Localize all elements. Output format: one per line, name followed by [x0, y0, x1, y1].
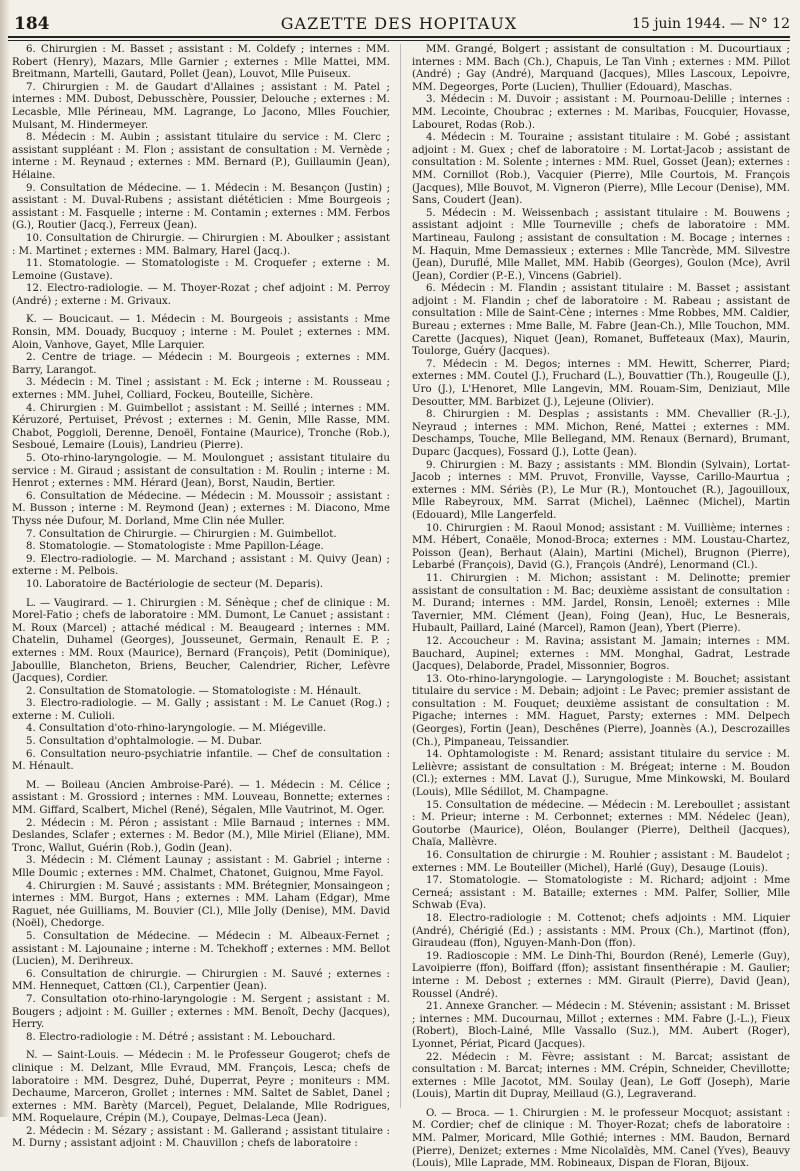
paragraph: 6. Consultation de chirurgie. — Chirurgien : M. Sauvé ; externes : MM. Hennequet, Cattœn (Cl.), Carpentier (Jean). [12, 968, 390, 993]
paragraph: 4. Consultation d'oto-rhino-laryngologie. — M. Miégeville. [26, 723, 327, 735]
paragraph: 9. Chirurgien : M. Bazy ; assistants : MM. Blondin (Sylvain), Lortat-Jacob ; internes : MM. Pruvot, Fronville, Vaysse, Carillo-Maurtua ; externes : MM. Sériès (P.), Le Mur (R.), Montouchet (R.), Jagouilloux, Mlle Rabeyroux, MM. Sarrat (Michel), Laënnec (Michel), Martin (Edouard), Mlle Langerfeld. [412, 459, 790, 521]
paragraph: 16. Consultation de chirurgie : M. Rouhier ; assistant : M. Baudelot ; externes : MM. Le Bouteiller (Michel), Harlé (Guy), Desauge (Louis). [412, 850, 790, 874]
paragraph: 7. Chirurgien : M. de Gaudart d'Allaines ; assistant : M. Patel ; internes : MM. Dubost, Debusschère, Poussier, Delouche ; externes : M. Lecasble, Mlle Périneau, MM. Lagrange, Lo Jacono, Mlles Fouchier, Mulsant, M. Hindermeyer. [12, 81, 390, 131]
paragraph: 14. Ophtamologiste : M. Renard; assistant titulaire du service : M. Lelièvre; assistant de consultation : M. Brégeat; interne : M. Boudon (Cl.); externes : MM. Lavat (J.), Surugue, Mme Minkowski, M. Boulard (Louis), Mlle Sédillot, M. Champagne. [412, 749, 790, 799]
paragraph: 10. Consultation de Chirurgie. — Chirurgien : M. Aboulker ; assistant : M. Martinet ; externes : MM. Balmary, Harel (Jacq.). [12, 232, 390, 257]
paragraph: 2. Consultation de Stomatologie. — Stomatologiste : M. Hénault. [26, 685, 362, 697]
paragraph: 13. Oto-rhino-laryngologie. — Laryngologiste : M. Bouchet; assistant titulaire du service : M. Debain; adjoint : Le Pavec; premier assistant de consultation : M. Fouquet; deuxième assistant de consultation : M. Pigache; internes : MM. Haguet, Parsty; externes : MM. Delpech (Georges), Fortin (Jean), Deschênes (Pierre), Joannès (A.), Descrozailles (Ch.), Pimpaneau, Teissandier. [412, 673, 790, 748]
paragraph: 4. Médecin : M. Touraine ; assistant titulaire : M. Gobé ; assistant adjoint : M. Guex ; chef de laboratoire : M. Lortat-Jacob ; assistant de consultation : M. Solente ; internes : MM. Ruel, Gosset (Jean); externes : MM. Cornillot (Rob.), Vacquier (Pierre), Mlle Courtois, M. François (Jacques), Mlle Bouvot, M. Vigneron (Pierre), Mlle Lecour (Denise), MM. Sans, Coudert (Jean). [412, 132, 790, 207]
page-binding-shadow [0, 0, 10, 1117]
paragraph: 5. Consultation d'ophtalmologie. — M. Dubar. [26, 736, 263, 748]
paragraph: 7. Consultation oto-rhino-laryngologie : M. Sergent ; assistant : M. Bougers ; adjoint : M. Guiller ; externes : MM. Benoît, Dechy (Jacques), Herry. [12, 993, 390, 1031]
paragraph: 11. Stomatologie. — Stomatologiste : M. Croquefer ; externe : M. Lemoine (Gustave). [12, 258, 390, 282]
paragraph: 6. Médecin : M. Flandin ; assistant titulaire : M. Basset ; assistant adjoint : M. Flandin ; chef de laboratoire : M. Rabeau ; assistant de consultation : Mlle de Saint-Cène ; internes : Mme Robbes, MM. Caldier, Bureau ; externes : Mme Balle, M. Fabre (Jean-Ch.), Mlle Touchon, MM. Carette (Jacques), Niquet (Jean), Romanet, Buffeteaux (Max), Maurin, Toulorge, Guéry (Jacques). [412, 283, 790, 358]
paragraph: 8. Médecin : M. Aubin ; assistant titulaire du service : M. Clerc ; assistant suppléant : M. Flon ; assistant de consultation : M. Vernède ; interne : M. Reynaud ; externes : MM. Bernard (P.), Guillaumin (Jean), Hélaine. [12, 132, 390, 181]
paragraph: 7. Médecin : M. Degos; internes : MM. Hewitt, Scherrer, Piard; externes : MM. Coutel (J.), Fruchard (L.), Bouvattier (Th.), Rougeulle (J.), Uro (J.), L'Henoret, Mlle Langevin, MM. Rouam-Sim, Deniziaut, Mlle Desoutter, MM. Barbizet (J.), Lejeune (Olivier). [412, 358, 790, 408]
journal-title: GAZETTE DES HOPITAUX [280, 14, 518, 33]
paragraph: 3. Electro-radiologie. — M. Gally ; assistant : M. Le Canuet (Rog.) ; externe : M. Culioli. [12, 698, 390, 722]
paragraph: 10. Laboratoire de Bactériologie de secteur (M. Deparis). [26, 578, 324, 590]
paragraph: 6. Chirurgien : M. Basset ; assistant : M. Coldefy ; internes : MM. Robert (Henry), Mazars, Mlle Garnier ; externes : Mlle Mattei, MM. Breitmann, Martelli, Gautard, Pollet (Jean), Louvot, Mlle Puiseux. [12, 44, 390, 81]
paragraph: M. — Boileau (Ancien Ambroise-Paré). — 1. Médecin : M. Célice ; assistant : M. Grossiord ; internes : MM. Louveau, Bonnette; externes : MM. Giffard, Scalbert, Michel (René), Ségalen, Mlle Vautrinot, M. Oger. [12, 779, 390, 817]
paragraph: 8. Chirurgien : M. Desplas ; assistants : MM. Chevallier (R.-J.), Neyraud ; internes : MM. Michon, René, Mattei ; externes : MM. Deschamps, Touche, Mlle Bellegand, MM. Renaux (Bernard), Brumant, Duparc (Jacques), Fossard (J.), Lotte (Jean). [412, 409, 790, 458]
paragraph: L. — Vaugirard. — 1. Chirurgien : M. Sénèque ; chef de clinique : M. Morel-Fatio ; chefs de laboratoire : MM. Dumont, Le Canuet ; assistant : M. Roux (Marcel) ; attaché médical : M. Beaugeard ; internes : MM. Chatelin, Duhamel (Georges), Jousseunet, Germain, Renault E. P. ; externes : MM. Roux (Maurice), Bernard (François), Petit (Dominique), Jaboullle, Blancheton, Briens, Beucher, Calendrier, Richer, Lefèvre (Jacques), Cordier. [12, 597, 390, 685]
right-column [412, 44, 790, 1170]
paragraph: 21. Annexe Grancher. — Médecin : M. Stévenin; assistant : M. Brisset ; internes : MM. Ducournau, Millot ; externes : MM. Fabre (J.-L.), Fieux (Robert), Bloch-Lainé, Mlle Vassallo (Suz.), MM. Aubert (Roger), Lyonnet, Périat, Picard (Jacques). [412, 1001, 790, 1050]
paragraph: 12. Accoucheur : M. Ravina; assistant M. Jamain; internes : MM. Bauchard, Aupinel; externes : MM. Monghal, Gadrat, Lestrade (Jacques), Delaborde, Pradel, Missonnier, Bogros. [412, 635, 790, 673]
page-number: 184 [14, 14, 50, 34]
paragraph: 12. Electro-radiologie. — M. Thoyer-Rozat ; chef adjoint : M. Perroy (André) ; externe : M. Grivaux. [12, 283, 390, 307]
paragraph: 5. Consultation de Médecine. — Médecin : M. Albeaux-Fernet ; assistant : M. Lajounaine ; interne : M. Tchekhoff ; externes : MM. Bellot (Lucien), M. Derihreux. [12, 930, 390, 968]
paragraph: 8. Electro-radiologie : M. Détré ; assistant : M. Lebouchard. [26, 1031, 336, 1043]
paragraph: 8. Stomatologie. — Stomatologiste : Mme Papillon-Léage. [26, 541, 324, 553]
paragraph: 2. Centre de triage. — Médecin : M. Bourgeois ; externes : MM. Barry, Larangot. [12, 352, 390, 376]
paragraph: 19. Radioscopie : MM. Le Dinh-Thi, Bourdon (René), Lemerle (Guy), Lavoipierre (ffon), Boiffard (ffon); assistant finsenthérapie : M. Gaulier; interne : M. Debost ; externes : MM. Girault (Pierre), David (Jean), Roussel (André). [412, 950, 790, 1000]
paragraph: 22. Médecin : M. Fèvre; assistant : M. Barcat; assistant de consultation : M. Barcat; internes : MM. Crépin, Schneider, Chevillotte; externes : Mlle Jacotot, MM. Soulay (Jean), Le Goff (Joseph), Marie (Louis), Martin dit Dupray, Meillaud (G.), Legraverand. [412, 1051, 790, 1101]
page-header [8, 6, 790, 38]
paragraph: O. — Broca. — 1. Chirurgien : M. le professeur Mocquot; assistant : M. Cordier; chef de clinique : M. Thoyer-Rozat; chefs de laboratoire : MM. Palmer, Moricard, Mlle Gothié; internes : MM. Baudon, Bernard (Pierre), Denizet; externes : Mme Nicolaïdès, MM. Canel (Yves), Beauvy (Louis), Mlle Laprade, MM. Robineaux, Dispan de Floran, Bijoux. [412, 1107, 790, 1170]
paragraph: 2. Médecin : M. Péron ; assistant : Mlle Barnaud ; internes : MM. Deslandes, Sclafer ; externes : M. Bedor (M.), Mlle Miriel (Eliane), MM. Tronc, Wallut, Guérin (Rob.), Godin (Jean). [12, 817, 390, 854]
left-column [12, 44, 390, 1150]
paragraph: 15. Consultation de médecine. — Médecin : M. Lereboullet ; assistant : M. Prieur; interne : M. Cerbonnet; externes : MM. Nédelec (Jean), Goutorbe (Maurice), Oléon, Boulanger (Pierre), Deltheil (Jacques), Chaïa, Mallèvre. [412, 799, 790, 849]
paragraph: 9. Electro-radiologie. — M. Marchand ; assistant : M. Quivy (Jean) ; externe : M. Pelbois. [12, 553, 390, 578]
column-divider [400, 44, 401, 1108]
paragraph: K. — Boucicaut. — 1. Médecin : M. Bourgeois ; assistants : Mme Ronsin, MM. Douady, Bucquoy ; interne : M. Poulet ; externes : MM. Aloin, Vanhove, Gayet, Mlle Larquier. [12, 314, 390, 351]
paragraph: 3. Médecin : M. Tinel ; assistant : M. Eck ; interne : M. Rousseau ; externes : MM. Juhel, Colliard, Fockeu, Bouteille, Sichère. [12, 377, 390, 402]
paragraph: 6. Consultation neuro-psychiatrie infantile. — Chef de consultation : M. Hénault. [12, 748, 390, 773]
paragraph: 3. Médecin : M. Clément Launay ; assistant : M. Gabriel ; interne : Mlle Doumic ; externes : MM. Chalmet, Chatonet, Guignou, Mme Fayol. [12, 855, 390, 879]
paragraph: 7. Consultation de Chirurgie. — Chirurgien : M. Guimbellot. [26, 528, 337, 540]
paragraph: 11. Chirurgien : M. Michon; assistant : M. Delinotte; premier assistant de consultation : M. Bac; deuxième assistant de consultation : M. Durand; internes : MM. Jardel, Ronsin, Lenoël; externes : Mlle Tavernier, MM. Clément (Jean), Foing (Jean), Huc, Le Besnerais, Hubault, Paillard, Lainé (Marcel), Ramon (Jean), Ybert (Pierre). [412, 572, 790, 635]
paragraph: 5. Médecin : M. Weissenbach ; assistant titulaire : M. Bouwens ; assistant adjoint : Mlle Tourneville ; chefs de laboratoire : MM. Martineau, Faulong ; assistant de consultation : M. Bocage ; internes : M. Haquin, Mme Demassieux ; externes : Mlle Tancrède, MM. Silvestre (Jean), Duruflé, Mlle Mallet, MM. Habib (Georges), Goulon (Mce), Avril (Jean), Cordier (P.-E.), Vincens (Gabriel). [412, 207, 790, 282]
paragraph: 17. Stomatologie. — Stomatologiste : M. Richard; adjoint : Mme Cerneá; assistant : M. Bataille; externes : MM. Palfer, Sollier, Mlle Schwab (Eva). [412, 875, 790, 912]
paragraph: 18. Electro-radiologie : M. Cottenot; chefs adjoints : MM. Liquier (André), Chérigié (Ed.) ; assistants : MM. Proux (Ch.), Martinot (ffon), Giraudeau (ffon), Nguyen-Manh-Don (ffon). [412, 912, 790, 950]
paragraph: N. — Saint-Louis. — Médecin : M. le Professeur Gougerot; chefs de clinique : M. Delzant, Mlle Evraud, MM. François, Lesca; chefs de laboratoire : MM. Desgrez, Duhé, Duperrat, Peyre ; moniteurs : MM. Dechaume, Marceron, Grollet ; internes : MM. Saltet de Sablet, Danel ; externes : MM. Barèty (Marcel), Peguet, Delalande, Mlle Rodrigues, MM. Roquelaure, Crépin (M.), Coupaye, Delmas-Leca (Jean). [12, 1050, 390, 1125]
paragraph: 3. Médecin : M. Duvoir ; assistant : M. Pournoau-Delille ; internes : MM. Lecointe, Choubrac ; externes : M. Maribas, Foucquier, Hovasse, Labouret, Rodas (Rob.). [412, 94, 790, 131]
paragraph: 6. Consultation de Médecine. — Médecin : M. Moussoir ; assistant : M. Busson ; interne : M. Reymond (Jean) ; externes : M. Diacono, Mme Thyss née Dufour, M. Dorland, Mme Clin née Muller. [12, 490, 390, 527]
paragraph: 10. Chirurgien : M. Raoul Monod; assistant : M. Vuillième; internes : MM. Hébert, Conaële, Monod-Broca; externes : MM. Loustau-Chartez, Poisson (Jean), Berhaut (Alain), Martini (Michel), Brugnon (Pierre), Lebarbé (François), David (G.), François (André), Lenormand (Cl.). [412, 522, 790, 572]
paragraph: 4. Chirurgien : M. Sauvé ; assistants : MM. Brétegnier, Monsaingeon ; internes : MM. Burgot, Hans ; externes : MM. Laham (Edgar), Mme Raguet, née Guilliams, M. Bouvier (Cl.), Mlle Jolly (Denise), MM. David (Noël), Chedorge. [12, 880, 390, 930]
paragraph: 4. Chirurgien : M. Guimbellot ; assistant : M. Seillé ; internes : MM. Kéruzoré, Pertuiset, Prévost ; externes : M. Genin, Mlle Rasse, MM. Chabot, Poggioli, Derenne, Denoël, Fontaine (Maurice), Tronche (Rob.), Sesboué, Lemaire (Louis), Landrieu (Pierre). [12, 402, 390, 452]
issue-info: 15 juin 1944. — N° 12 [631, 16, 790, 32]
paragraph: MM. Grangé, Bolgert ; assistant de consultation : M. Ducourtiaux ; internes : MM. Bach (Ch.), Chapuis, Le Tan Vinh ; externes : MM. Pillot (André) ; Gay (André), Marquand (Jacques), Mlles Lascoux, Lepoivre, MM. Degeorges, Porte (Lucien), Thullier (Edouard), Maschas. [412, 44, 790, 93]
paragraph: 5. Oto-rhino-laryngologie. — M. Moulonguet ; assistant titulaire du service : M. Giraud ; assistant de consultation : M. Roulin ; interne : M. Henrot ; externes : MM. Hérard (Jean), Borst, Naudin, Bertier. [12, 453, 390, 490]
paragraph: 9. Consultation de Médecine. — 1. Médecin : M. Besançon (Justin) ; assistant : M. Duval-Rubens ; assistant diététicien : Mme Bourgeois ; assistant : M. Fasquelle ; interne : M. Contamin ; externes : MM. Ferbos (G.), Routier (Jacq.), Ferreux (Jean). [12, 182, 390, 232]
paragraph: 2. Médecin : M. Sézary ; assistant : M. Gallerand ; assistant titulaire : M. Durny ; assistant adjoint : M. Chauvillon ; chefs de laboratoire : [12, 1125, 390, 1150]
